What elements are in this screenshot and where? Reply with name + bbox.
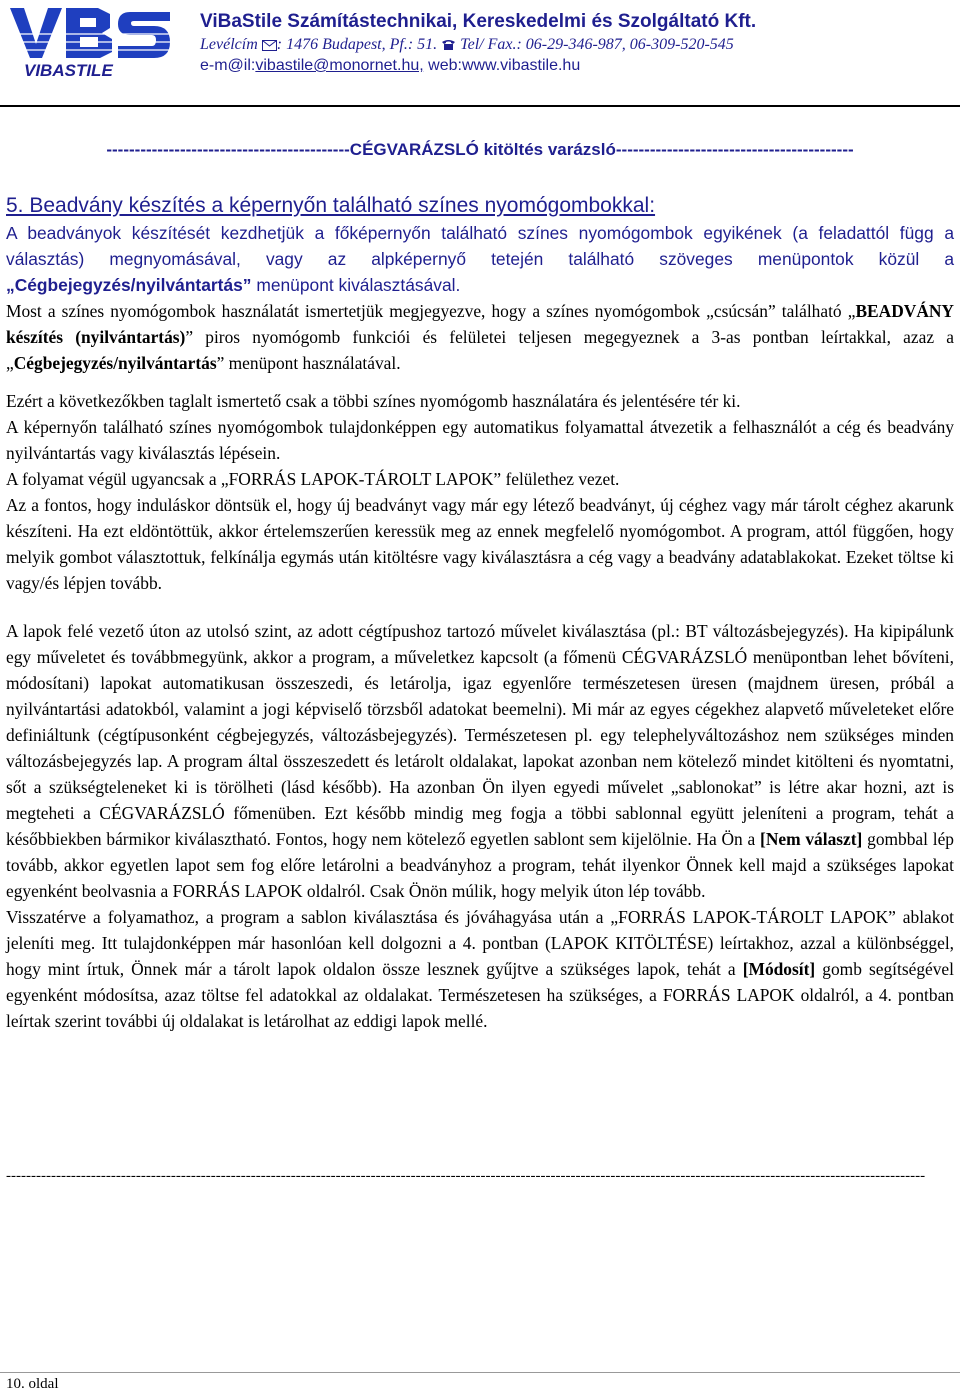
p7-part-b: gombbal lép tovább, akkor egyetlen lapot sem fog előre letárolni a beadványhoz a program, tehát ilyenkor Önnek kell majd a szükséges lapokat egyenként beolvasnia a FORRÁS LAPOK oldalról. Csak Önön múlik, hogy melyik úton lép tovább. (6, 829, 954, 901)
p7-part-a: A lapok felé vezető úton az utolsó szint, az adott cégtípushoz tartozó művelet kiválasztása (pl.: BT változásbejegyzés). Ha kipipálunk egy műveletet és továbbmegyünk, akkor a program, a műveletkez kapcsolt (a főmenü CÉGVARÁZSLÓ menüpontban lehet bővíteni, módosítani) lapokat automatikusan összeszedi, és letárolja, igaz egyenlőre természetesen üresen (majdnem üresen, próbál a nyilvántartási adatokból, valamint a jogi képviselő törzsből adatokat beemelni). Mi már az egyes cégekhez alapvető műveleteket előre definiáltunk (cégtípusonként cégbejegyzés, változásbejegyzés). Természetesen pl. egy telephelyváltozáshoz nem szükséges minden változásbejegyzés lap. A program által összeszedett és letárolt oldalakat, lapokat azonban nem kötelező mindet kitölteni és nyomtatni, sőt a szükségteleneket ki is törölheti (lásd később). Ha azonban Ön ilyen egyedi művelet „sablonokat” is létre akar hozni, azt is megteheti a CÉGVARÁZSLÓ főmenüben. Ezt később mindig meg fogja a többi sablonnal együtt jeleníteni a program, tehát a későbbiekben bármikor kiválasztható. Fontos, hogy nem kötelező egyetlen sablont sem kijelölnie. Ha Ön a (6, 621, 954, 849)
address-label: Levélcím (200, 36, 258, 53)
envelope-icon (262, 40, 277, 51)
company-address (200, 34, 950, 55)
email-label: e-m@il: (200, 57, 256, 74)
p2-part-c: ” menüpont használatával. (216, 353, 401, 373)
letterhead (0, 0, 960, 110)
phone-icon (441, 39, 456, 51)
paragraph-colored-buttons (6, 298, 954, 376)
p8-bold-button: [Módosít] (742, 959, 816, 979)
footer-divider (0, 1372, 960, 1373)
website-text[interactable]: web:www.vibastile.hu (428, 57, 581, 74)
address-value: : 1476 Budapest, Pf.: 51. (276, 36, 438, 53)
bottom-separator: ---------------------------------------------------------------------------------------------------------------------------------------------------------------------------------------- (6, 1168, 926, 1184)
p8-part-a: Visszatérve a folyamathoz, a program a sablon kiválasztása és jóváhagyása után a „FORRÁS LAPOK-TÁROLT LAPOK” ablakot jeleníti meg. Itt tulajdonképpen már hasonlóan kell dolgozni a 4. pontban (LAPOK KITÖLTÉSE) leírtakhoz, azzal a különbséggel, hogy mint írtuk, Önnek már a tárolt lapok oldalon össze lesznek gyűjtve a szükséges lapok, tehát a (6, 907, 954, 979)
intro-paragraph (6, 220, 954, 298)
header-divider (0, 105, 960, 107)
phone-value: : 06-29-346-987, 06-309-520-545 (516, 36, 734, 53)
company-contact (200, 55, 950, 76)
paragraph-return (6, 904, 954, 1034)
p2-part-b: ” piros nyomógomb funkciói és felületei teljesen megegyeznek a 3-as pontban leírtakkal, azaz a „ (6, 327, 954, 373)
intro-text: A beadványok készítését kezdhetjük a főképernyőn található színes nyomógombok egyikének (a feladattól függ a választás) megnyomásával, vagy az alpképernyő tetején található szöveges menüpontok közül a (6, 223, 954, 269)
p2-part-a: Most a színes nyomógombok használatát ismertetjük megjegyezve, hogy a színes nyomógombok „csúcsán” található „ (6, 301, 856, 321)
phone-label: Tel/ Fax. (460, 36, 517, 53)
company-logo (6, 4, 174, 80)
p8-part-b: gomb segítségével egyenként módosítsa, azaz töltse fel adatokkal az oldalakat. Természetesen ha szükséges, a FORRÁS LAPOK oldalról, a 4. pontban leírtak szerint további új oldalakat is letárolhat az eddigi lapok mellé. (6, 959, 954, 1031)
paragraph-decision: Az a fontos, hogy induláskor döntsük el, hogy új beadványt vagy már egy létező beadványt, új céghez vagy már tárolt céghez akarunk készíteni. Ha ezt eldöntöttük, akkor értelemszerűen keressük meg az ennek megfelelő nyomógombot. A program, attól függően, hogy melyik gombot választottuk, felkínálja egymás után kitöltésre vagy kiválasztásra a cég vagy a beadvány adatablakokat. Ezeket töltse ki vagy/és lépjen tovább. (6, 495, 954, 593)
p2-bold-button: BEADVÁNY készítés (nyilvántartás) (6, 301, 954, 347)
paragraph-intro-note: Ezért a következőkben taglalt ismertető csak a többi színes nyomógomb használatára és jelentésére tér ki. (6, 391, 741, 411)
paragraph-templates (6, 618, 954, 904)
company-name: ViBaStile Számítástechnikai, Kereskedelmi és Szolgáltató Kft. (200, 11, 757, 32)
paragraph-final-surface: A folyamat végül ugyancsak a „FORRÁS LAPOK-TÁROLT LAPOK” felülethez vezet. (6, 469, 620, 489)
paragraph-process: A képernyőn található színes nyomógombok tulajdonképpen egy automatikus folyamattal átvezetik a felhasználót a cég és beadvány nyilvántartás vagy kiválasztás lépésein. (6, 417, 954, 463)
logo-wordmark: VIBASTILE (24, 61, 113, 80)
intro-end: menüpont kiválasztásával. (256, 275, 461, 295)
page-number: 10. oldal (6, 1376, 59, 1392)
p7-bold-button: [Nem választ] (760, 829, 863, 849)
company-info (200, 10, 950, 76)
email-link[interactable]: vibastile@monornet.hu, (255, 57, 424, 74)
section-heading: 5. Beadvány készítés a képernyőn található színes nyomógombokkal: (6, 194, 656, 217)
document-body (6, 192, 954, 1034)
intro-menu-name: „Cégbejegyzés/nyilvántartás” (6, 275, 252, 295)
p2-bold-menu: Cégbejegyzés/nyilvántartás (13, 353, 217, 373)
wizard-title: -------------------------------------------CÉGVARÁZSLÓ kitöltés varázsló------------------------------------------ (106, 140, 854, 159)
